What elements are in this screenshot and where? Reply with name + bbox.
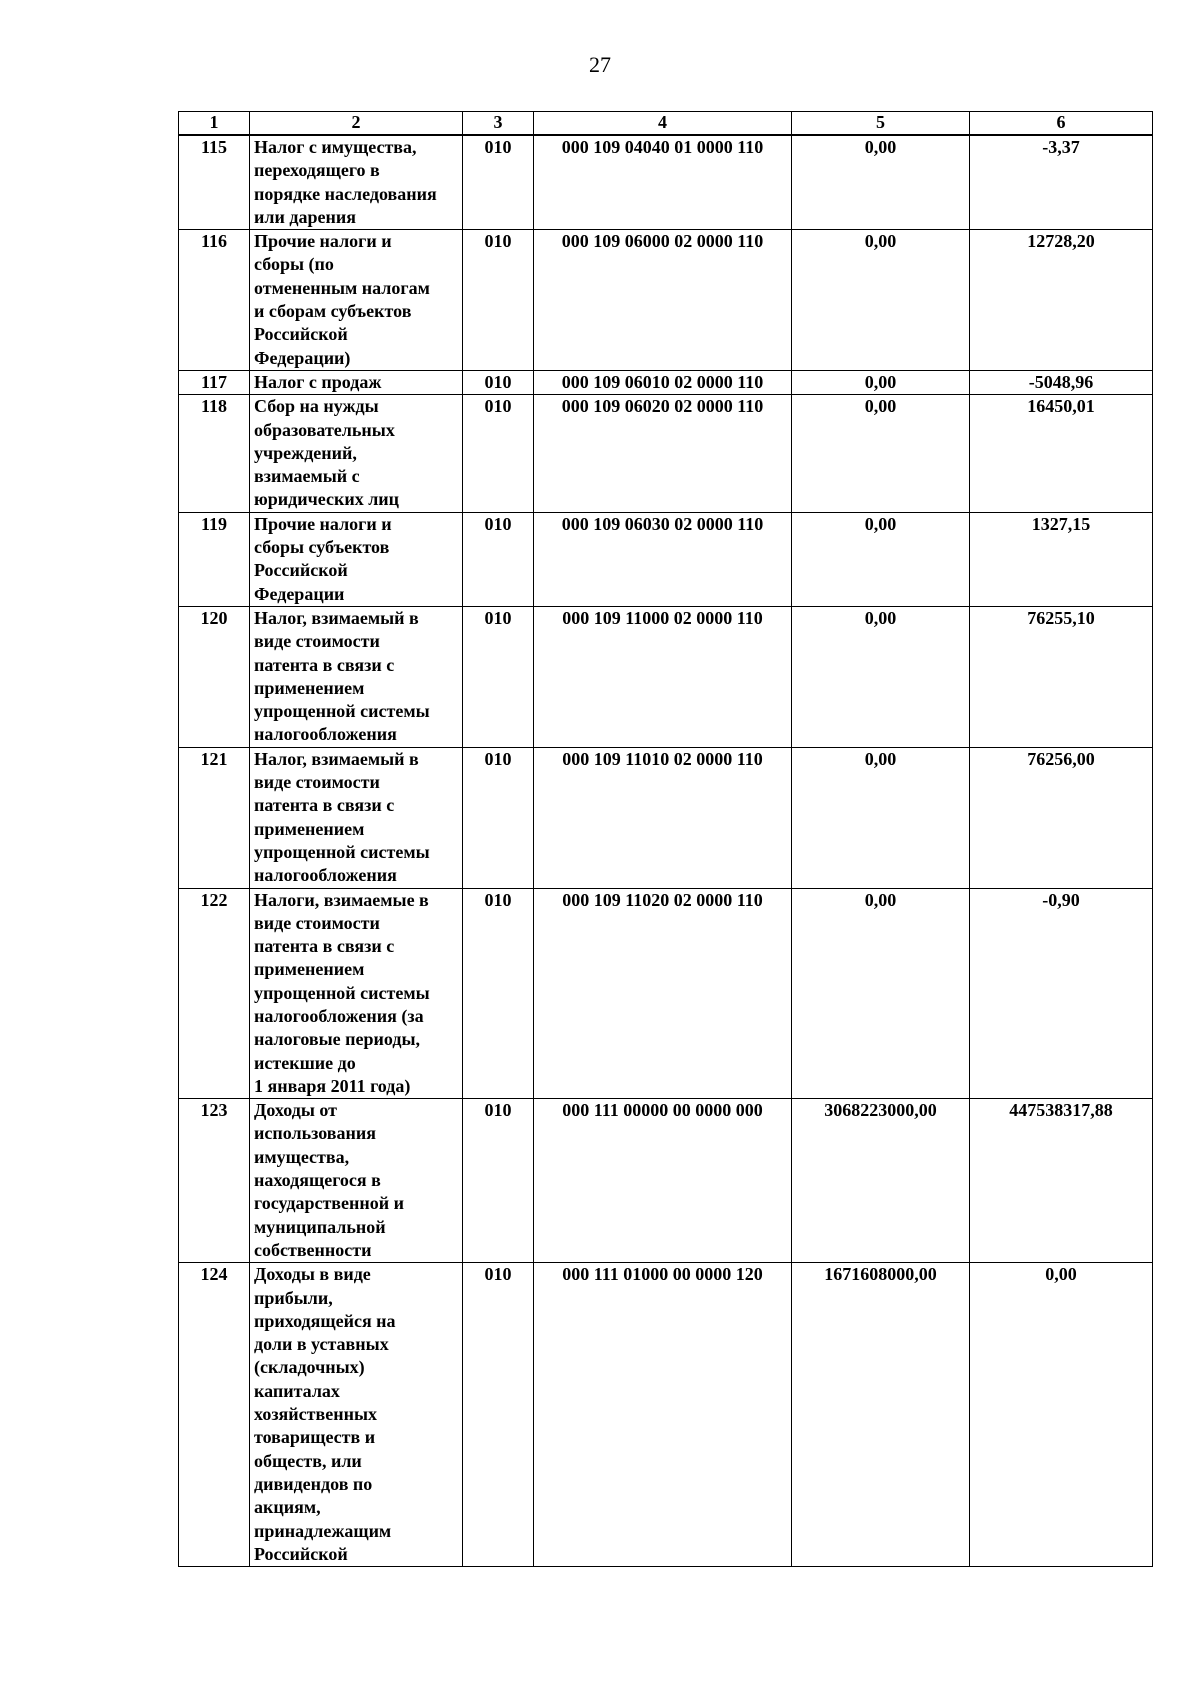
row-name-line: отмененным налогам <box>254 277 430 298</box>
row-name-line: (складочных) <box>254 1357 365 1378</box>
row-name <box>250 135 463 230</box>
row-executed-amount: -0,90 <box>970 888 1153 1099</box>
page-number: 27 <box>589 52 611 77</box>
row-name-line: упрощенной системы <box>254 841 430 862</box>
row-name <box>250 747 463 888</box>
row-name-line: налогообложения (за <box>254 1005 424 1026</box>
row-name-line: Федерации) <box>254 347 351 368</box>
row-name-line: Российской <box>254 1543 348 1564</box>
row-number: 122 <box>179 888 250 1099</box>
table-row <box>179 370 1153 394</box>
row-line-code: 010 <box>463 230 534 371</box>
row-executed-amount: 76256,00 <box>970 747 1153 888</box>
row-number: 115 <box>179 135 250 230</box>
row-budget-code: 000 109 06020 02 0000 110 <box>534 395 792 512</box>
row-name-line: Сбор на нужды <box>254 396 379 417</box>
row-name-line: юридических лиц <box>254 489 400 510</box>
row-name-line: Налог, взимаемый в <box>254 607 419 628</box>
row-planned-amount: 0,00 <box>792 370 970 394</box>
row-planned-amount: 0,00 <box>792 512 970 606</box>
row-name-line: упрощенной системы <box>254 982 430 1003</box>
row-name-line: прибыли, <box>254 1287 333 1308</box>
header-col-3: 3 <box>463 112 534 136</box>
header-col-1: 1 <box>179 112 250 136</box>
row-line-code: 010 <box>463 395 534 512</box>
row-name-line: находящегося в <box>254 1170 381 1191</box>
row-number: 120 <box>179 606 250 747</box>
row-executed-amount: -3,37 <box>970 135 1153 230</box>
row-name-line: капиталах <box>254 1380 340 1401</box>
row-name-line: Налог, взимаемый в <box>254 748 419 769</box>
row-name <box>250 606 463 747</box>
row-name-line: хозяйственных <box>254 1404 377 1425</box>
row-name-line: истекшие до <box>254 1052 356 1073</box>
row-name-line: взимаемый с <box>254 466 360 487</box>
row-planned-amount: 0,00 <box>792 135 970 230</box>
row-name-line: товариществ и <box>254 1427 376 1448</box>
row-name <box>250 395 463 512</box>
row-name-line: Доходы в виде <box>254 1264 371 1285</box>
row-planned-amount: 3068223000,00 <box>792 1099 970 1263</box>
row-name-line: виде стоимости <box>254 912 380 933</box>
row-name-line: патента в связи с <box>254 936 395 957</box>
row-planned-amount: 1671608000,00 <box>792 1263 970 1567</box>
table-row <box>179 747 1153 888</box>
row-name-line: налогообложения <box>254 865 397 886</box>
row-name-line: 1 января 2011 года) <box>254 1075 411 1096</box>
row-name-line: муниципальной <box>254 1216 386 1237</box>
row-name <box>250 512 463 606</box>
row-name-line: имущества, <box>254 1146 350 1167</box>
row-name-line: собственности <box>254 1239 372 1260</box>
row-number: 119 <box>179 512 250 606</box>
header-col-6: 6 <box>970 112 1153 136</box>
row-budget-code: 000 109 06010 02 0000 110 <box>534 370 792 394</box>
row-executed-amount: 447538317,88 <box>970 1099 1153 1263</box>
row-budget-code: 000 109 11020 02 0000 110 <box>534 888 792 1099</box>
row-executed-amount: -5048,96 <box>970 370 1153 394</box>
row-budget-code: 000 109 11000 02 0000 110 <box>534 606 792 747</box>
row-name-line: Российской <box>254 560 348 581</box>
table-row <box>179 1099 1153 1263</box>
row-budget-code: 000 109 04040 01 0000 110 <box>534 135 792 230</box>
row-executed-amount: 0,00 <box>970 1263 1153 1567</box>
row-budget-code: 000 109 11010 02 0000 110 <box>534 747 792 888</box>
row-name-line: порядке наследования <box>254 183 437 204</box>
row-planned-amount: 0,00 <box>792 230 970 371</box>
row-name-line: виде стоимости <box>254 772 380 793</box>
row-name-line: Налог с имущества, <box>254 137 417 157</box>
row-line-code: 010 <box>463 606 534 747</box>
row-name-line: и сборам субъектов <box>254 301 412 322</box>
row-line-code: 010 <box>463 1099 534 1263</box>
row-name-line: приходящейся на <box>254 1310 396 1331</box>
header-row <box>179 112 1153 136</box>
table-row <box>179 395 1153 512</box>
header-col-5: 5 <box>792 112 970 136</box>
row-name-line: Прочие налоги и <box>254 231 392 252</box>
row-executed-amount: 16450,01 <box>970 395 1153 512</box>
row-name-line: сборы (по <box>254 254 334 275</box>
row-line-code: 010 <box>463 747 534 888</box>
row-name-line: Федерации <box>254 583 345 604</box>
row-name-line: доли в уставных <box>254 1334 389 1355</box>
row-name-line: дивидендов по <box>254 1473 373 1494</box>
row-budget-code: 000 111 01000 00 0000 120 <box>534 1263 792 1567</box>
row-number: 123 <box>179 1099 250 1263</box>
table-row <box>179 606 1153 747</box>
table-row <box>179 230 1153 371</box>
row-name-line: Налоги, взимаемые в <box>254 889 429 910</box>
table-body <box>179 135 1153 1567</box>
row-name-line: принадлежащим <box>254 1520 392 1541</box>
row-planned-amount: 0,00 <box>792 747 970 888</box>
row-name-line: патента в связи с <box>254 795 395 816</box>
row-name-line: Прочие налоги и <box>254 513 392 534</box>
budget-table <box>178 111 1153 1567</box>
row-name-line: учреждений, <box>254 442 357 463</box>
row-line-code: 010 <box>463 135 534 230</box>
row-name-line: применением <box>254 677 365 698</box>
row-number: 124 <box>179 1263 250 1567</box>
row-number: 121 <box>179 747 250 888</box>
row-line-code: 010 <box>463 370 534 394</box>
row-name-line: использования <box>254 1123 376 1144</box>
row-name-line: упрощенной системы <box>254 701 430 722</box>
row-name-line: сборы субъектов <box>254 537 390 558</box>
row-name-line: налоговые периоды, <box>254 1029 421 1050</box>
row-name-line: акциям, <box>254 1497 321 1518</box>
row-executed-amount: 1327,15 <box>970 512 1153 606</box>
table-row <box>179 512 1153 606</box>
row-executed-amount: 12728,20 <box>970 230 1153 371</box>
row-name <box>250 888 463 1099</box>
row-name-line: государственной и <box>254 1193 404 1214</box>
header-col-4: 4 <box>534 112 792 136</box>
table-row <box>179 135 1153 230</box>
row-planned-amount: 0,00 <box>792 606 970 747</box>
row-name-line: Налог с продаж <box>254 371 382 392</box>
row-name-line: применением <box>254 959 365 980</box>
row-budget-code: 000 109 06030 02 0000 110 <box>534 512 792 606</box>
row-name-line: обществ, или <box>254 1450 362 1471</box>
row-name <box>250 370 463 394</box>
row-name-line: применением <box>254 818 365 839</box>
row-number: 117 <box>179 370 250 394</box>
row-line-code: 010 <box>463 512 534 606</box>
row-name-line: виде стоимости <box>254 631 380 652</box>
row-number: 118 <box>179 395 250 512</box>
row-name-line: патента в связи с <box>254 654 395 675</box>
row-number: 116 <box>179 230 250 371</box>
row-planned-amount: 0,00 <box>792 395 970 512</box>
row-name-line: переходящего в <box>254 160 380 181</box>
row-name-line: налогообложения <box>254 724 397 745</box>
header-col-2: 2 <box>250 112 463 136</box>
row-planned-amount: 0,00 <box>792 888 970 1099</box>
row-line-code: 010 <box>463 888 534 1099</box>
row-executed-amount: 76255,10 <box>970 606 1153 747</box>
row-name <box>250 230 463 371</box>
table-row <box>179 888 1153 1099</box>
row-name-line: образовательных <box>254 419 395 440</box>
row-name <box>250 1099 463 1263</box>
table-row <box>179 1263 1153 1567</box>
row-budget-code: 000 109 06000 02 0000 110 <box>534 230 792 371</box>
row-name <box>250 1263 463 1567</box>
row-name-line: Доходы от <box>254 1100 337 1121</box>
row-budget-code: 000 111 00000 00 0000 000 <box>534 1099 792 1263</box>
row-name-line: Российской <box>254 324 348 345</box>
row-name-line: или дарения <box>254 206 356 227</box>
row-line-code: 010 <box>463 1263 534 1567</box>
